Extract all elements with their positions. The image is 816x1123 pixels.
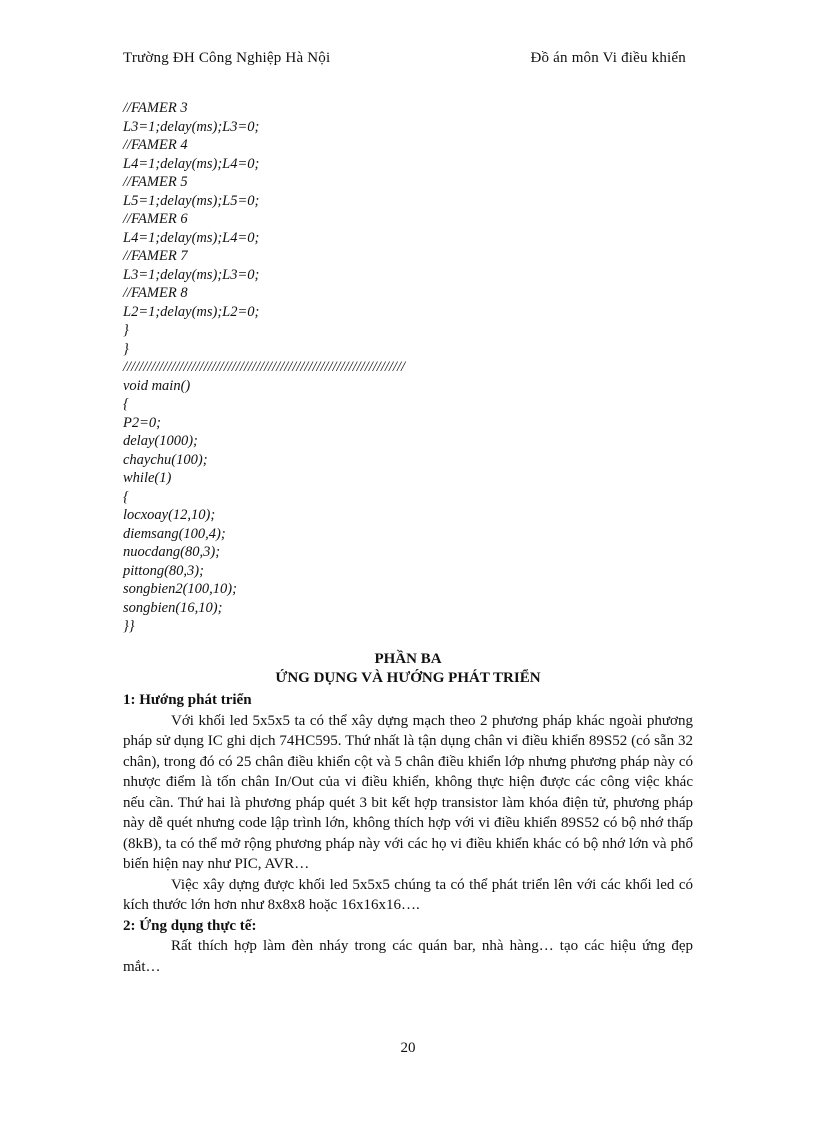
paragraph-expansion: Việc xây dựng được khối led 5x5x5 chúng ta có thể phát triển lên với các khối led có kích thước lớn hơn như 8x8x8 hoặc 16x16x16…. xyxy=(123,876,693,913)
code-line: //FAMER 3 xyxy=(123,100,188,116)
code-line: songbien(16,10); xyxy=(123,599,223,616)
code-line: songbien2(100,10); xyxy=(123,581,237,597)
code-line: L4=1;delay(ms);L4=0; xyxy=(123,229,260,246)
header-course: Đồ án môn Vi điều khiển xyxy=(530,50,686,66)
code-line: locxoay(12,10); xyxy=(123,507,216,523)
code-line: pittong(80,3); xyxy=(123,562,204,579)
code-line: delay(1000); xyxy=(123,433,198,449)
part-title: PHẦN BA xyxy=(374,651,442,667)
code-line: L2=1;delay(ms);L2=0; xyxy=(123,303,260,320)
paragraph-methods: Với khối led 5x5x5 ta có thể xây dựng mạch theo 2 phương pháp khác ngoài phương pháp sử dụng IC ghi dịch 74HC595. Thứ nhất là tận dụng chân vi điều khiển 89S52 (có sẵn 32 chân), trong đó có 25 chân điều khiển cột và 5 chân điều khiển lớp nhưng phương pháp này có nhược điểm là tốn chân In/Out của vi điều khiển, không thực hiện được các công việc khác nếu cần. Thứ hai là phương pháp quét 3 bit kết hợp transistor làm khóa điện tử, phương pháp này dễ quét nhưng code lập trình lớn, không thích hợp với vi điều khiển 89S52 có bộ nhớ thấp (8kB), ta có thể mở rộng phương pháp này với các họ vi điều khiển khác có bộ nhớ lớn và phổ biến hiện nay như PIC, AVR… xyxy=(123,712,693,872)
code-line: while(1) xyxy=(123,470,172,486)
code-line: //FAMER 8 xyxy=(123,285,188,301)
code-line: { xyxy=(123,396,129,412)
code-separator: ////////////////////////////////////////////////////////////////////// xyxy=(123,359,405,375)
code-line: L4=1;delay(ms);L4=0; xyxy=(123,155,260,172)
code-listing xyxy=(123,99,683,636)
code-line: //FAMER 7 xyxy=(123,248,188,264)
code-line: chaychu(100); xyxy=(123,451,208,468)
section-heading-development: 1: Hướng phát triển xyxy=(123,692,252,708)
header-school: Trường ĐH Công Nghiệp Hà Nội xyxy=(123,50,331,66)
code-line: }} xyxy=(123,618,135,634)
paragraph-application: Rất thích hợp làm đèn nháy trong các quán bar, nhà hàng… tạo các hiệu ứng đẹp mắt… xyxy=(123,938,693,975)
code-line: } xyxy=(123,322,129,338)
code-line: //FAMER 4 xyxy=(123,137,188,153)
code-line: //FAMER 6 xyxy=(123,211,188,227)
code-line: } xyxy=(123,340,129,357)
part-subtitle: ỨNG DỤNG VÀ HƯỚNG PHÁT TRIỂN xyxy=(275,670,541,686)
code-line: diemsang(100,4); xyxy=(123,525,226,542)
code-line: L3=1;delay(ms);L3=0; xyxy=(123,266,260,283)
code-line: { xyxy=(123,488,129,505)
code-line: void main() xyxy=(123,377,191,394)
code-line: P2=0; xyxy=(123,414,161,431)
code-line: //FAMER 5 xyxy=(123,174,188,190)
page-number: 20 xyxy=(400,1040,416,1056)
section-development xyxy=(123,690,693,977)
section-heading-application: 2: Ứng dụng thực tế: xyxy=(123,917,257,934)
code-line: L3=1;delay(ms);L3=0; xyxy=(123,118,260,135)
code-line: nuocdang(80,3); xyxy=(123,544,221,560)
code-line: L5=1;delay(ms);L5=0; xyxy=(123,192,260,209)
